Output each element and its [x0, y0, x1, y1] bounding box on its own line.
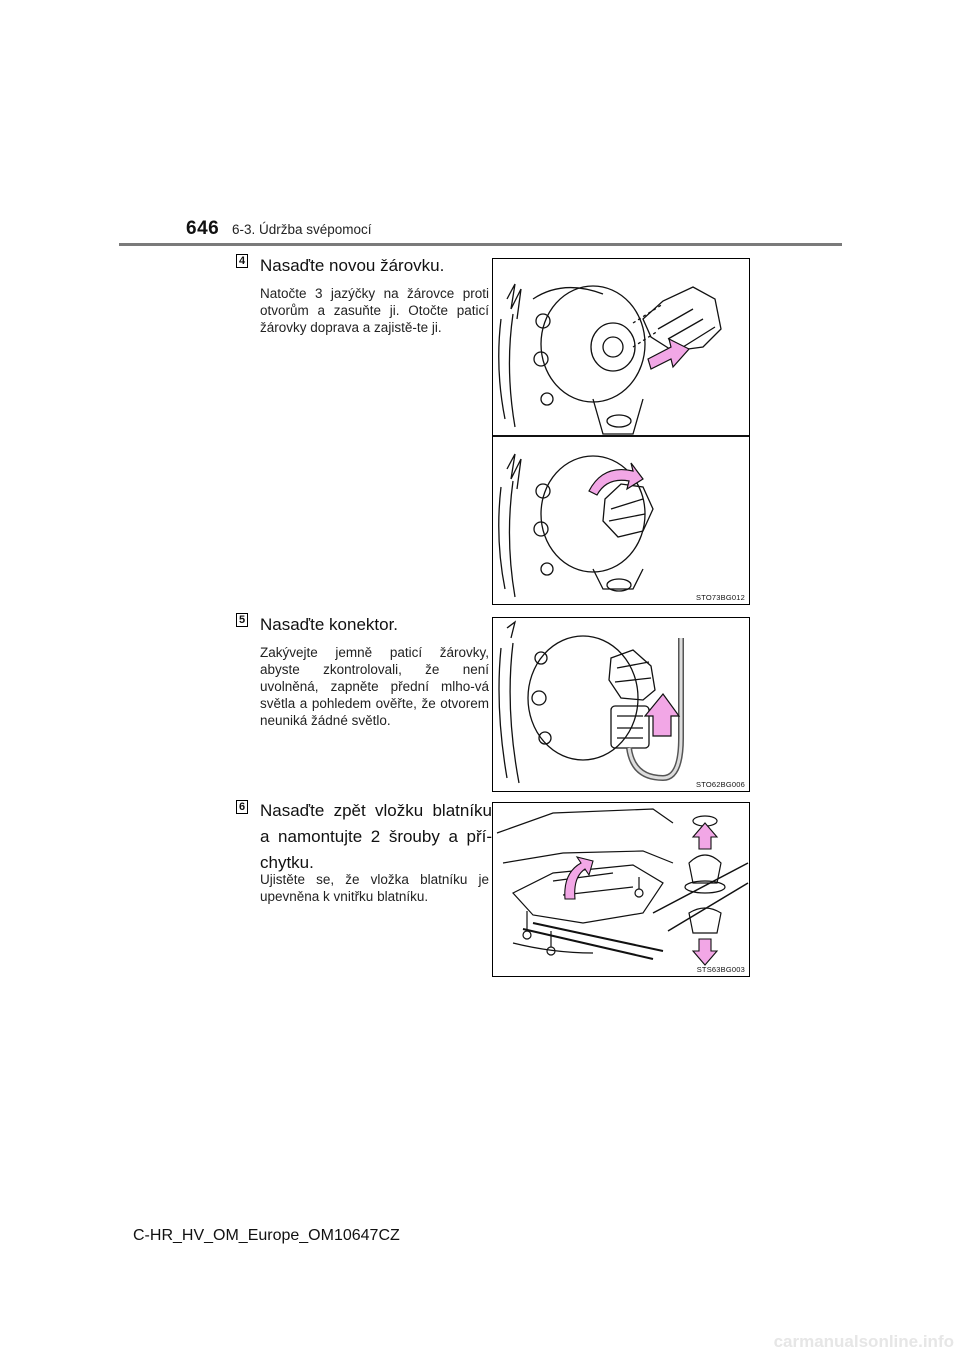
step-6-heading: Nasaďte zpět vložku blatníku a namontujte 2 šrouby a pří-chytku.: [260, 801, 492, 872]
figure-connect-connector: [492, 617, 750, 792]
document-id: C-HR_HV_OM_Europe_OM10647CZ: [133, 1227, 400, 1244]
step-badge-6: 6: [236, 800, 248, 814]
page-number: 646: [186, 218, 220, 239]
connector-illustration: [493, 618, 749, 791]
step-5-body: Zakývejte jemně paticí žárovky, abyste zkontrolovali, že není uvolněná, zapněte přední mlho-vá světla a pohledem ověřte, že otvorem neuniká žádné světlo.: [260, 645, 489, 728]
step-4-heading: Nasaďte novou žárovku.: [260, 256, 445, 275]
figure-fender-liner: [492, 802, 750, 977]
section-title: 6-3. Údržba svépomocí: [232, 222, 372, 237]
bulb-insertion-illustration: [493, 259, 749, 604]
figure-insert-bulb: [492, 258, 750, 605]
header-rule: [119, 243, 842, 246]
step-badge-4: 4: [236, 254, 248, 268]
step-5-heading: Nasaďte konektor.: [260, 615, 399, 634]
step-4-body: Natočte 3 jazýčky na žárovce proti otvorům a zasuňte ji. Otočte paticí žárovky doprava a zajistě-te ji.: [260, 286, 489, 335]
step-6-body: Ujistěte se, že vložka blatníku je upevněna k vnitřku blatníku.: [260, 872, 489, 904]
watermark: carmanualsonline.info: [773, 1332, 954, 1351]
figure-code-4: STO73BG012: [696, 593, 745, 602]
figure-code-5: STO62BG006: [696, 780, 745, 789]
fender-liner-illustration: [493, 803, 749, 976]
figure-code-6: STS63BG003: [696, 965, 745, 974]
step-badge-5: 5: [236, 613, 248, 627]
